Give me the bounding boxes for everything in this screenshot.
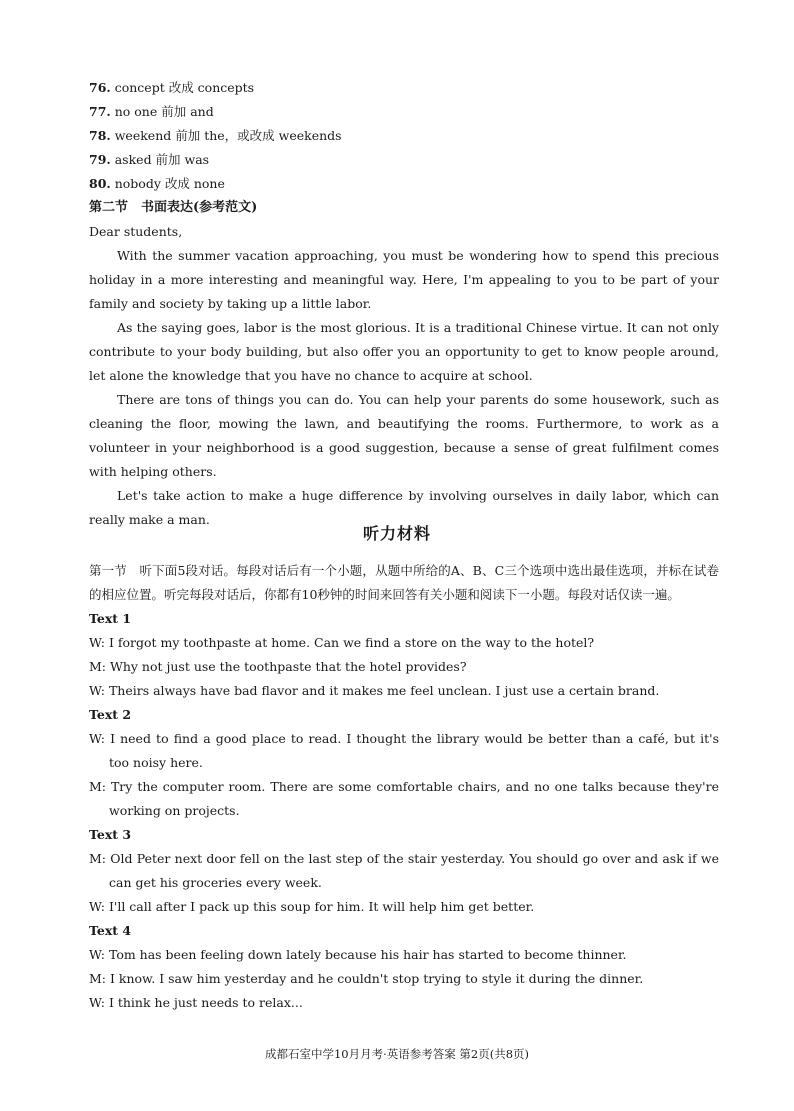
essay-paragraph: As the saying goes, labor is the most glorious. It is a traditional Chinese virtue. It can not only contribute to your body building, but also offer you an opportunity to get to know people around, let alone the knowledge that you have no chance to acquire at school.	[89, 320, 719, 383]
text-heading: Text 3	[89, 827, 132, 842]
item-number: 80.	[89, 176, 111, 191]
dialog-line: M: I know. I saw him yesterday and he couldn't stop trying to style it during the dinner.	[89, 971, 644, 986]
item-number: 79.	[89, 152, 111, 167]
item-text: nobody 改成 none	[110, 176, 225, 191]
dialog-line: M: Why not just use the toothpaste that the hotel provides?	[89, 659, 467, 674]
correction-item	[89, 100, 729, 124]
text-heading: Text 1	[89, 611, 132, 626]
text-heading: Text 2	[89, 707, 132, 722]
essay-paragraph: Let's take action to make a huge difference by involving ourselves in daily labor, which can really make a man.	[89, 488, 719, 527]
text-heading: Text 4	[89, 923, 132, 938]
item-number: 78.	[89, 128, 111, 143]
correction-item	[89, 148, 729, 172]
item-text: weekend 前加 the，或改成 weekends	[110, 128, 342, 143]
page-footer: 成都石室中学10月月考·英语参考答案 第2页(共8页)	[264, 1047, 530, 1061]
listening-title: 听力材料	[362, 524, 431, 543]
item-number: 77.	[89, 104, 111, 119]
dialog-line: W: I'll call after I pack up this soup for him. It will help him get better.	[89, 899, 535, 914]
correction-item	[89, 172, 729, 196]
correction-item	[89, 76, 729, 100]
dialog-line: W: Theirs always have bad flavor and it makes me feel unclean. I just use a certain brand.	[89, 683, 660, 698]
dialog-line: M: Old Peter next door fell on the last step of the stair yesterday. You should go over and ask if we can get his groceries every week.	[89, 851, 719, 890]
listening-section	[89, 559, 719, 1015]
error-correction-answers	[89, 76, 729, 196]
section-heading: 第二节 书面表达(参考范文)	[89, 200, 258, 215]
dialog-line: W: I forgot my toothpaste at home. Can we find a store on the way to the hotel?	[89, 635, 595, 650]
dialog-line: M: Try the computer room. There are some comfortable chairs, and no one talks because they're working on projects.	[89, 779, 719, 818]
dialog-line: W: I need to find a good place to read. I thought the library would be better than a café, but it's too noisy here.	[89, 731, 719, 770]
essay-paragraph: There are tons of things you can do. You can help your parents do some housework, such as cleaning the floor, mowing the lawn, and beautifying the rooms. Furthermore, to work as a volunteer in your neighborhood is a good suggestion, because a sense of great fulfilment comes with helping others.	[89, 392, 719, 479]
item-number: 76.	[89, 80, 111, 95]
essay-salutation: Dear students,	[89, 224, 183, 239]
item-text: concept 改成 concepts	[110, 80, 255, 95]
writing-section	[89, 196, 719, 532]
listening-instruction: 第一节 听下面5段对话。每段对话后有一个小题，从题中所给的A、B、C三个选项中选出最佳选项，并标在试卷的相应位置。听完每段对话后，你都有10秒钟的时间来回答有关小题和阅读下一小题。每段对话仅读一遍。	[89, 563, 719, 602]
item-text: asked 前加 was	[110, 152, 210, 167]
dialog-line: W: Tom has been feeling down lately because his hair has started to become thinner.	[89, 947, 627, 962]
correction-item	[89, 124, 729, 148]
dialog-line: W: I think he just needs to relax...	[89, 995, 303, 1010]
essay-paragraph: With the summer vacation approaching, you must be wondering how to spend this precious holiday in a more interesting and meaningful way. Here, I'm appealing to you to be part of your family and society by taking up a little labor.	[89, 248, 719, 311]
item-text: no one 前加 and	[110, 104, 214, 119]
